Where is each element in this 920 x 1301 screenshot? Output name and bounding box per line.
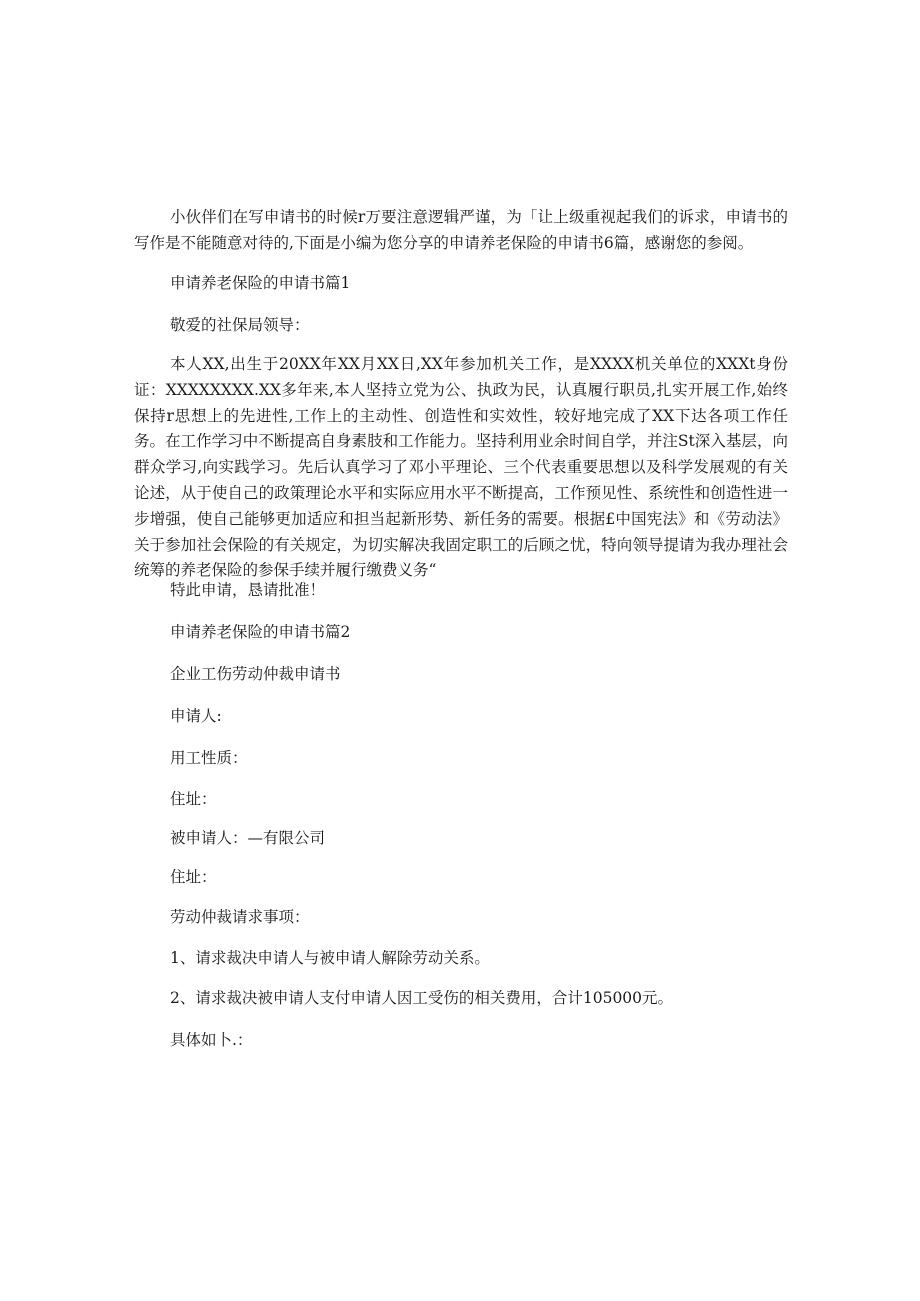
respondent-address-field: 住址： [170,868,217,886]
claim-item-1: 1、请求裁决申请人与被申请人解除劳动关系。 [170,949,490,967]
applicant-address-field: 住址： [170,790,217,808]
employment-nature-field: 用工性质： [170,749,248,767]
applicant-field: 申请人: [170,707,222,725]
section-heading-2: 申请养老保险的申请书篇2 [170,623,351,641]
arbitration-title: 企业工伤劳动仲裁申请书 [170,665,341,683]
claim-item-2: 2、请求裁决被申请人支付申请人因工受伤的相关费用，合计105000元。 [170,989,674,1007]
salutation: 敬爱的社保局领导： [170,316,310,334]
section-heading-1: 申请养老保险的申请书篇1 [170,274,351,292]
respondent-field: 被申请人：—有限公司 [170,829,326,847]
claims-heading: 劳动仲裁请求事项： [170,908,310,926]
details-line: 具体如卜.： [170,1031,253,1049]
intro-paragraph: 小伙伴们在写申请书的时候r万要注意逻辑严谨，为「让上级重视起我们的诉求，申请书的写作是不能随意对待的,下面是小编为您分享的申请养老保险的申请书6篇，感谢您的参阅。 [134,208,788,252]
application-body-paragraph: 本人XX,出生于20XX年XX月XX日,XX年参加机关工作，是XXXX机关单位的XXXt身份证：XXXXXXXX.XX多年来,本人坚持立党为公、执政为民，认真履行职员,扎实开展工作,始终保持r思想上的先进性,工作上的主动性、创造性和实效性，较好地完成了XX下达各项工作任务。在工作学习中不断提高自身素肢和工作能力。坚持利用业余时间自学，并注St深入基层，向群众学习,向实践学习。先后认真学习了邓小平理论、三个代表重要思想以及科学发展观的有关论述，从于使自己的政策理论水平和实际应用水平不断提高，工作预见性、系统性和创造性进一步增强，使自己能够更加适应和担当起新形势、新任务的需要。根据£中国宪法》和《劳动法》关于参加社会保险的有关规定，为切实解决我固定职工的后顾之忧，特向领导提请为我办理社会统筹的养老保险的参保手续并履行缴费义务“ [134,355,788,580]
closing-line: 特此申请，恳请批准！ [170,581,326,599]
